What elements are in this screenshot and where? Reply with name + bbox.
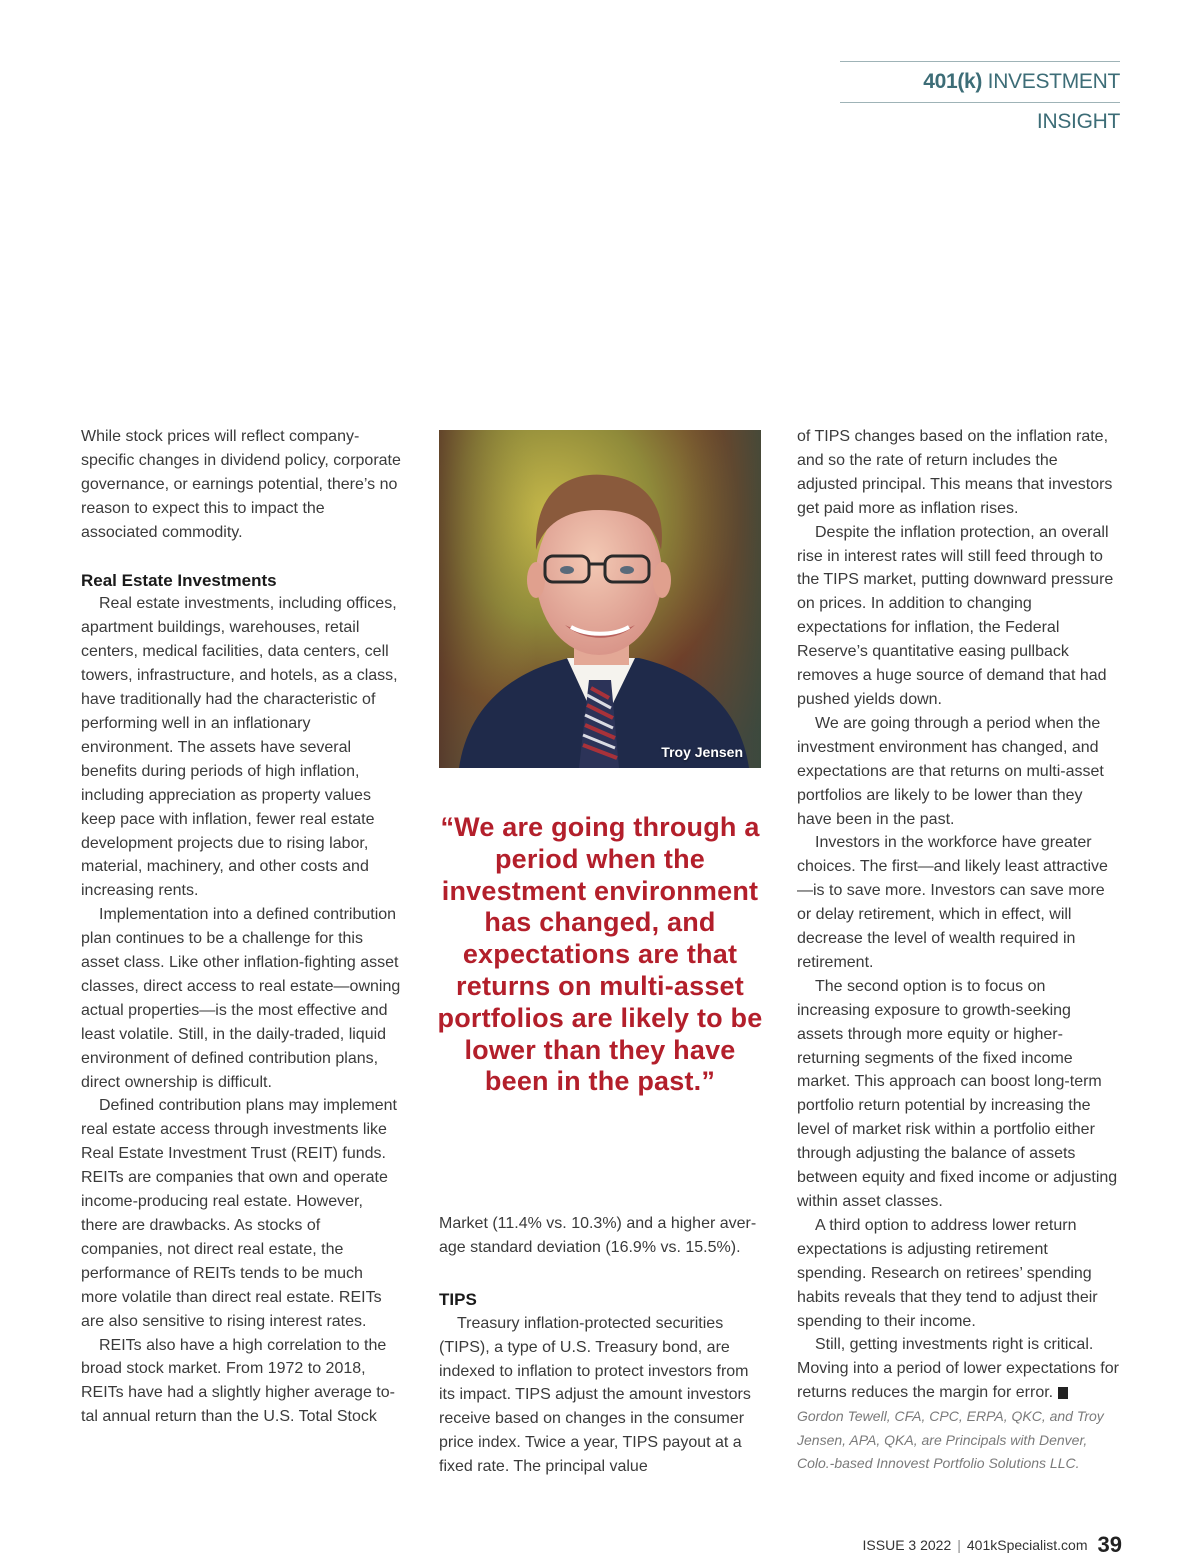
paragraph-final xyxy=(797,1333,1121,1405)
end-mark-icon: K xyxy=(1058,1387,1068,1399)
paragraph: REITs also have a high correlation to the broad stock market. From 1972 to 2018, REITs have had a slightly higher average total annual return than the U.S. Total Stock xyxy=(81,1336,395,1426)
section-heading-real-estate: Real Estate Investments xyxy=(81,570,277,590)
header-section: INVESTMENT INSIGHT xyxy=(987,70,1120,133)
paragraph: Despite the inflation protection, an overall rise in interest rates will still feed through to the TIPS market, putting downward pressure on prices. In addition to changing expectations for inflation, the Federal Reserve’s quantitative easing pullback removes a huge source of demand that had pushed yields down. xyxy=(797,523,1114,708)
author-photo xyxy=(439,430,761,768)
header-brand: 401(k) xyxy=(923,70,983,93)
paragraph: Defined contribution plans may implement real estate access through investments like Real Estate Investment Trust (REIT) funds. REITs are companies that own and operate income-producing real estate. However, there are drawbacks. As stocks of companies, not direct real estate, the performance of REITs tends to be much more volatile than direct real estate. REITs are also sensitive to rising interest rates. xyxy=(81,1097,397,1330)
portrait-illustration xyxy=(439,430,761,768)
column-middle xyxy=(439,1212,761,1479)
page-number: 39 xyxy=(1097,1532,1122,1557)
photo-caption: Troy Jensen xyxy=(661,744,743,760)
author-byline: Gordon Tewell, CFA, CPC, ERPA, QKC, and Troy Jensen, APA, QKA, are Principals with Denver, Colo.-based Innovest Portfolio Solutions LLC. xyxy=(797,1408,1104,1472)
paragraph: Market (11.4% vs. 10.3%) and a higher average standard deviation (16.9% vs. 15.5%). xyxy=(439,1215,757,1256)
paragraph: A third option to address lower return expectations is adjusting retirement spending. Research on retirees’ spending habits reveals that they tend to adjust their spending to their income. xyxy=(797,1216,1098,1330)
paragraph: We are going through a period when the investment environment has changed, and expectations are that returns on multi-asset portfolios are likely to be lower than they have been in the past. xyxy=(797,714,1104,828)
paragraph: Investors in the workforce have greater choices. The first—and likely least attractive—is to save more. Investors can save more or delay retirement, which in effect, will decrease the level of wealth required in retirement. xyxy=(797,834,1108,971)
paragraph: of TIPS changes based on the inflation rate, and so the rate of return includes the adjusted principal. This means that investors get paid more as inflation rises. xyxy=(797,428,1113,517)
footer-issue: ISSUE 3 2022 xyxy=(862,1537,952,1553)
page-footer: ISSUE 3 2022 | 401kSpecialist.com 39 xyxy=(862,1532,1122,1557)
footer-site: 401kSpecialist.com xyxy=(966,1537,1088,1553)
running-header xyxy=(840,61,1120,133)
paragraph: While stock prices will reflect company-specific changes in dividend policy, corporate governance, or earnings potential, there’s no reason to expect this to impact the associated commodity. xyxy=(81,428,401,541)
paragraph: Implementation into a defined contribution plan continues to be a challenge for this asset class. Like other inflation-fighting asset classes, direct access to real estate—owning actual properties—is the most effective and least volatile. Still, in the daily-traded, liquid environment of defined contribution plans, direct ownership is difficult. xyxy=(81,906,401,1091)
pull-quote: “We are going through a period when the investment environment has changed, and expectations are that returns on multi-asset portfolios are likely to be lower than they have been in the past.” xyxy=(437,812,763,1097)
column-right xyxy=(797,425,1121,1476)
section-heading-tips: TIPS xyxy=(439,1289,477,1309)
final-text: Still, getting investments right is critical. Moving into a period of lower expectations for returns reduces the margin for error. xyxy=(797,1336,1119,1402)
paragraph: Real estate investments, including offices, apartment buildings, warehouses, retail centers, medical facilities, data centers, cell towers, infrastructure, and hotels, as a class, have traditionally had the characteristic of performing well in an inflationary environment. The assets have several benefits during periods of high inflation, including appreciation as property values keep pace with inflation, fewer real estate development projects due to rising labor, material, machinery, and other costs and increasing rents. xyxy=(81,595,398,900)
paragraph: Treasury inflation-protected securities (TIPS), a type of U.S. Treasury bond, are indexed to inflation to protect investors from its impact. TIPS adjust the amount investors receive based on changes in the consumer price index. Twice a year, TIPS payout at a fixed rate. The principal value xyxy=(439,1314,751,1476)
column-left xyxy=(81,425,403,1429)
paragraph: The second option is to focus on increasing exposure to growth-seeking assets through more equity or higher-returning segments of the fixed income market. This approach can boost long-term portfolio return potential by increasing the level of market risk within a portfolio either through adjusting the balance of assets between equity and fixed income or adjusting within asset classes. xyxy=(797,977,1118,1210)
